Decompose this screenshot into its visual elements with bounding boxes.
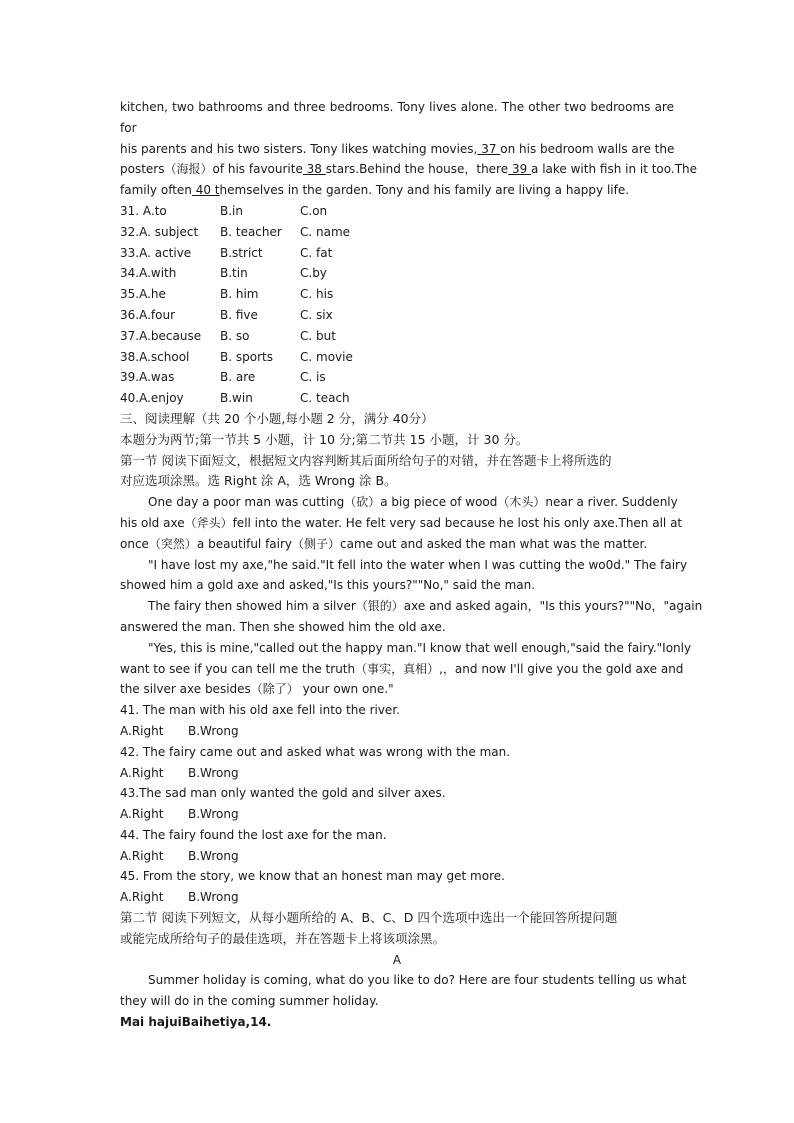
option-right: A.Right [120, 723, 164, 738]
option-b: B. teacher [220, 224, 282, 239]
option-right: A.Right [120, 890, 164, 905]
option-c: C.on [300, 203, 328, 218]
blank-37: 37 [477, 141, 501, 156]
option-wrong: B.Wrong [188, 765, 239, 780]
option-a: 31. A.to [120, 203, 167, 218]
passage-line: One day a poor man was cutting（砍）a big piece of wood（木头）near a river. Suddenly [148, 495, 678, 510]
option-b: B.in [220, 203, 243, 218]
option-b: B.tin [220, 266, 248, 281]
option-c: C. fat [300, 245, 333, 260]
option-row [120, 367, 674, 388]
option-wrong: B.Wrong [188, 890, 239, 905]
blank-39: 39 [508, 162, 532, 177]
passage-line: answered the man. Then she showed him the old axe. [120, 619, 446, 634]
option-c: C. teach [300, 391, 350, 406]
option-b: B.strict [220, 245, 263, 260]
instructions-line: 或能完成所给句子的最佳选项，并在答题卡上将该项涂黑。 [120, 930, 446, 946]
option-row [120, 284, 674, 305]
text-run: posters（海报）of his favourite [120, 162, 303, 177]
option-a: 33.A. active [120, 245, 192, 260]
passage-line [120, 159, 698, 180]
option-a: 32.A. subject [120, 224, 199, 239]
reading-passage [120, 492, 703, 700]
option-b: B.win [220, 391, 253, 406]
answer-options [120, 887, 674, 908]
document-page [120, 97, 703, 1033]
passage-line: they will do in the coming summer holiday. [120, 994, 379, 1009]
option-b: B. sports [220, 349, 273, 364]
answer-options [120, 846, 674, 867]
passage-line: "Yes, this is mine,"called out the happy man."I know that well enough,"said the fairy."Ionly [148, 640, 692, 655]
option-right: A.Right [120, 807, 164, 822]
text-run: a lake with fish in it too.The [531, 162, 698, 177]
text-run: on his bedroom walls are the [500, 141, 675, 156]
option-wrong: B.Wrong [188, 848, 239, 863]
option-a: 35.A.he [120, 287, 166, 302]
question-text: 42. The fairy came out and asked what was wrong with the man. [120, 744, 511, 759]
passage-line: showed him a gold axe and asked,"Is this yours?""No," said the man. [120, 578, 536, 593]
option-row [120, 326, 674, 347]
passage-line: want to see if you can tell me the truth（事实，真相）,，and now I'll give you the gold axe and [120, 661, 684, 676]
option-a: 39.A.was [120, 370, 175, 385]
blank-40: 40 t [191, 183, 220, 198]
answer-options [120, 763, 674, 784]
student-name: Mai hajuiBaihetiya,14. [120, 1015, 272, 1030]
passage-line: once（突然）a beautiful fairy（侧子）came out and asked the man what was the matter. [120, 536, 648, 551]
text-run: family often [120, 183, 192, 198]
option-c: C. is [300, 370, 326, 385]
question-text: 41. The man with his old axe fell into the river. [120, 703, 400, 718]
text-run: hemselves in the garden. Tony and his family are living a happy life. [219, 183, 630, 198]
passage-line: The fairy then showed him a silver（银的）axe and asked again，"Is this yours?""No，"again [148, 599, 703, 614]
text-run: stars.Behind the house，there [325, 162, 509, 177]
section-intro: 本题分为两节;第一节共 5 小题，计 10 分;第二节共 15 小题，计 30 分。 [120, 431, 529, 447]
instructions-line: 第一节 阅读下面短文，根据短文内容判断其后面所给句子的对错，并在答题卡上将所选的 [120, 452, 612, 468]
question-text: 45. From the story, we know that an honest man may get more. [120, 869, 505, 884]
passage-label: A [392, 952, 402, 967]
option-a: 40.A.enjoy [120, 391, 184, 406]
option-c: C. his [300, 287, 334, 302]
option-row [120, 305, 674, 326]
option-a: 34.A.with [120, 266, 177, 281]
passage-line: "I have lost my axe,"he said."It fell into the water when I was cutting the wo0d." The fairy [148, 557, 688, 572]
option-wrong: B.Wrong [188, 723, 239, 738]
option-row [120, 347, 674, 368]
option-a: 38.A.school [120, 349, 190, 364]
option-right: A.Right [120, 848, 164, 863]
instructions-line: 第二节 阅读下列短文，从每小题所给的 A、B、C、D 四个选项中选出一个能回答所提问题 [120, 910, 618, 926]
option-c: C.by [300, 266, 327, 281]
option-row [120, 263, 674, 284]
answer-options [120, 721, 674, 742]
option-a: 36.A.four [120, 307, 176, 322]
cloze-options [120, 201, 674, 409]
option-row [120, 222, 674, 243]
passage-line: kitchen, two bathrooms and three bedrooms. Tony lives alone. The other two bedrooms are for [120, 100, 674, 135]
passage-line: Summer holiday is coming, what do you like to do? Here are four students telling us what [148, 973, 687, 988]
option-row [120, 201, 674, 222]
option-b: B. five [220, 307, 258, 322]
blank-38: 38 [302, 162, 326, 177]
passage-line: the silver axe besides（除了） your own one." [120, 682, 394, 697]
passage-line [120, 139, 674, 160]
passage-line: his old axe（斧头）fell into the water. He felt very sad because he lost his only axe.Then all at [120, 515, 683, 530]
option-row [120, 243, 674, 264]
answer-options [120, 804, 674, 825]
true-false-questions [120, 700, 674, 908]
question-text: 44. The fairy found the lost axe for the man. [120, 827, 387, 842]
section-heading: 三、阅读理解（共 20 个小题,每小题 2 分，满分 40分） [120, 410, 434, 426]
passage-line [120, 180, 674, 201]
option-wrong: B.Wrong [188, 807, 239, 822]
option-a: 37.A.because [120, 328, 202, 343]
option-right: A.Right [120, 765, 164, 780]
option-c: C. name [300, 224, 351, 239]
text-run: his parents and his two sisters. Tony likes watching movies, [120, 141, 478, 156]
option-b: B. him [220, 287, 259, 302]
option-c: C. but [300, 328, 336, 343]
question-text: 43.The sad man only wanted the gold and silver axes. [120, 786, 446, 801]
option-b: B. are [220, 370, 256, 385]
instructions-line: 对应选项涂黑。选 Right 涂 A，选 Wrong 涂 B。 [120, 473, 397, 489]
option-b: B. so [220, 328, 250, 343]
option-row [120, 388, 674, 409]
option-c: C. movie [300, 349, 353, 364]
option-c: C. six [300, 307, 333, 322]
